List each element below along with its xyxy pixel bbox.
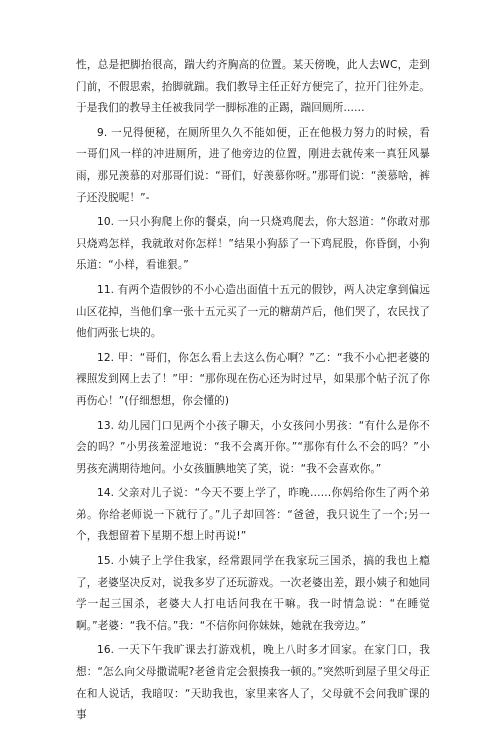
paragraph-joke-10: 10. 一只小狗爬上你的餐桌，向一只烧鸡爬去，你大怒道：“你敢对那只烧鸡怎样，我就敢对你怎样！”结果小狗舔了一下鸡屁股，你昏倒，小狗乐道：“小样，看谁狠。” [76, 216, 430, 272]
paragraph-joke-15: 15. 小姨子上学住我家，经常跟同学在我家玩三国杀，搞的我也上瘾了，老婆坚决反对，说我多岁了还玩游戏。一次老婆出差，跟小姨子和她同学一起三国杀，老婆大人打电话问我在干嘛。我一时情急说：“在睡觉啊。”老婆：“我不信。”我：“不信你问你妹妹，她就在我旁边。” [76, 555, 430, 632]
paragraph-joke-14: 14. 父亲对儿子说：“今天不要上学了，昨晚……你妈给你生了两个弟弟。你给老师说一下就行了。”儿子却回答：“爸爸，我只说生了一个;另一个，我想留着下星期不想上时再说!” [76, 487, 430, 543]
paragraph-joke-9: 9. 一兄得便秘，在厕所里久久不能如便，正在他极力努力的时候，看一哥们风一样的冲进厕所，进了他旁边的位置，刚进去就传来一真狂风暴雨，那兄羡慕的对那哥们说：“哥们，好羡慕你呀。”那哥们说：“羡慕啥，裤子还没脱呢！”- [76, 126, 430, 204]
paragraph-joke-16: 16. 一天下午我旷课去打游戏机，晚上八时多才回家。在家门口，我想：“怎么向父母撒谎呢?老爸肯定会狠揍我一顿的。”突然听到屋子里父母正在和人说话，我暗叹：“天助我也，家里来客人了，父母就不会问我旷课的事 [76, 644, 430, 722]
paragraph-joke-13: 13. 幼儿园门口见两个小孩子聊天，小女孩问小男孩：“有什么是你不会的吗？”小男孩羞涩地说：“我不会离开你。”“那你有什么不会的吗？”小男孩充满期待地问。小女孩腼腆地笑了笑，说：“我不会喜欢你。” [76, 419, 430, 475]
document-body [76, 55, 430, 730]
paragraph-continued: 性，总是把脚抬很高，踹大约齐胸高的位置。某天傍晚，此人去WC，走到门前，不假思索，抬脚就踹。我们教导主任正好方便完了，拉开门往外走。于是我们的教导主任被我同学一脚标准的正踢，踹回厕所…… [76, 59, 430, 115]
paragraph-joke-12: 12. 甲：“哥们，你怎么看上去这么伤心啊？”乙：“我不小心把老婆的裸照发到网上去了！”甲：“那你现在伤心还为时过早，如果那个帖子沉了你再伤心！”(仔细想想，你会懂的) [76, 351, 430, 407]
paragraph-joke-11: 11. 有两个造假钞的不小心造出面值十五元的假钞，两人决定拿到偏远山区花掉，当他们拿一张十五元买了一元的糖葫芦后，他们哭了，农民找了他们两张七块的。 [76, 283, 430, 340]
